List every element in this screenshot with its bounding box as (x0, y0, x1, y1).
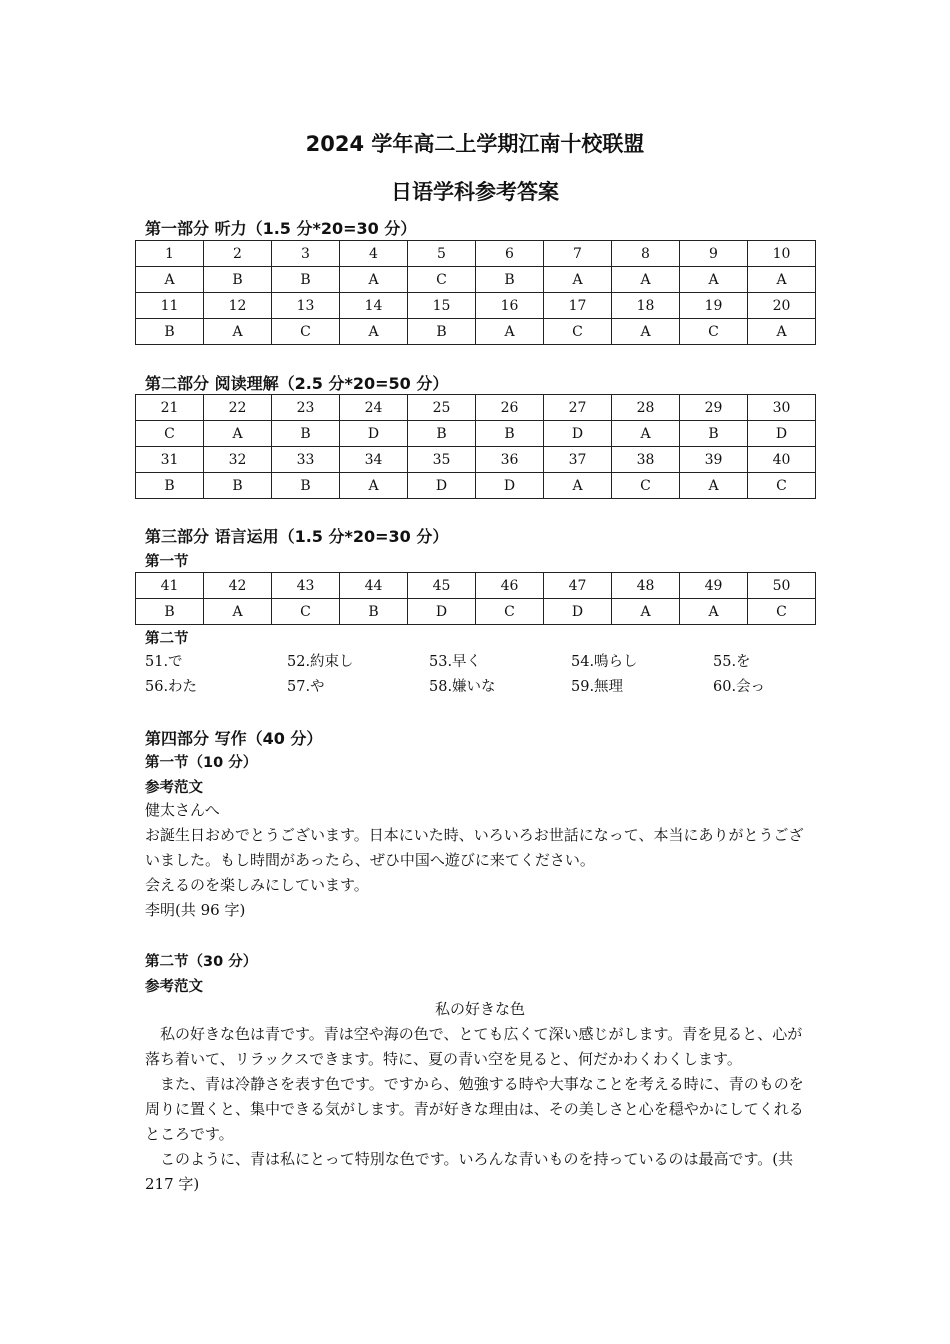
part1-heading: 第一部分 听力（1.5 分*20=30 分） (145, 219, 417, 238)
answer-cell: A (612, 599, 680, 625)
answer-cell: A (476, 319, 544, 345)
answer-cell: A (544, 473, 612, 499)
letter-closing: 会えるのを楽しみにしています。 (145, 876, 369, 894)
answer-cell: A (612, 421, 680, 447)
question-number-cell: 16 (476, 293, 544, 319)
question-number-cell: 2 (204, 241, 272, 267)
question-number-cell: 5 (408, 241, 476, 267)
question-number-row (136, 241, 816, 267)
question-number-cell: 39 (680, 447, 748, 473)
question-number-cell: 24 (340, 395, 408, 421)
answer-cell: C (476, 599, 544, 625)
part3-section2-label: 第二节 (145, 631, 189, 647)
answer-cell: A (340, 267, 408, 293)
question-number-row (136, 395, 816, 421)
essay-title: 私の好きな色 (434, 1000, 525, 1018)
answer-cell: C (272, 599, 340, 625)
part4-section2-ref-label: 参考范文 (145, 979, 203, 995)
question-number-cell: 50 (748, 573, 816, 599)
question-number-cell: 43 (272, 573, 340, 599)
question-number-cell: 10 (748, 241, 816, 267)
answer-cell: D (476, 473, 544, 499)
question-number-cell: 15 (408, 293, 476, 319)
question-number-cell: 28 (612, 395, 680, 421)
fill-answer: 55.を (713, 654, 751, 670)
question-number-cell: 47 (544, 573, 612, 599)
answer-row (136, 421, 816, 447)
question-number-cell: 27 (544, 395, 612, 421)
answer-cell: A (612, 267, 680, 293)
answer-cell: A (204, 599, 272, 625)
fill-answer: 53.早く (429, 654, 482, 670)
sample-essay (145, 997, 815, 1197)
answer-cell: B (136, 599, 204, 625)
answer-cell: A (204, 319, 272, 345)
answer-cell: B (272, 421, 340, 447)
answer-cell: A (680, 267, 748, 293)
answer-row (136, 599, 816, 625)
answer-row (136, 473, 816, 499)
answer-cell: C (748, 599, 816, 625)
fill-row (145, 650, 855, 675)
answer-cell: C (748, 473, 816, 499)
answer-cell: D (408, 473, 476, 499)
question-number-cell: 36 (476, 447, 544, 473)
question-number-cell: 42 (204, 573, 272, 599)
fill-answer: 56.わた (145, 679, 198, 695)
question-number-cell: 8 (612, 241, 680, 267)
answer-cell: B (136, 473, 204, 499)
answer-cell: B (272, 473, 340, 499)
question-number-cell: 37 (544, 447, 612, 473)
answer-cell: B (204, 267, 272, 293)
answer-cell: C (136, 421, 204, 447)
answer-cell: C (408, 267, 476, 293)
answer-cell: B (476, 421, 544, 447)
part4-section1-ref-label: 参考范文 (145, 780, 203, 796)
question-number-cell: 1 (136, 241, 204, 267)
answer-cell: B (408, 319, 476, 345)
answer-cell: B (136, 319, 204, 345)
answer-cell: B (272, 267, 340, 293)
answer-cell: A (136, 267, 204, 293)
letter-signature: 李明(共 96 字) (145, 901, 246, 919)
question-number-cell: 17 (544, 293, 612, 319)
question-number-row (136, 447, 816, 473)
question-number-cell: 41 (136, 573, 204, 599)
fill-answer: 57.や (287, 679, 325, 695)
answer-cell: A (612, 319, 680, 345)
fill-row (145, 675, 855, 700)
part4-heading: 第四部分 写作（40 分） (145, 729, 323, 748)
fill-answer: 52.約束し (287, 654, 354, 670)
essay-paragraph: また、青は冷静さを表す色です。ですから、勉強する時や大事なことを考える時に、青のものを周りに置くと、集中できる気がします。青が好きな理由は、その美しさと心を穏やかにしてくれるところです。 (145, 1075, 804, 1143)
question-number-cell: 3 (272, 241, 340, 267)
answer-cell: A (748, 267, 816, 293)
question-number-cell: 29 (680, 395, 748, 421)
answer-cell: A (204, 421, 272, 447)
answer-row (136, 267, 816, 293)
question-number-cell: 33 (272, 447, 340, 473)
answer-cell: D (544, 599, 612, 625)
part2-answer-table (135, 394, 816, 499)
question-number-cell: 14 (340, 293, 408, 319)
question-number-cell: 23 (272, 395, 340, 421)
essay-paragraph: 私の好きな色は青です。青は空や海の色で、とても広くて深い感じがします。青を見ると、心が落ち着いて、リラックスできます。特に、夏の青い空を見ると、何だかわくわくします。 (145, 1025, 803, 1068)
part3-section1-label: 第一节 (145, 554, 189, 570)
sample-letter (145, 798, 815, 923)
letter-body: お誕生日おめでとうございます。日本にいた時、いろいろお世話になって、本当にありがとうございました。もし時間があったら、ぜひ中国へ遊びに来てください。 (145, 826, 804, 869)
answer-cell: B (204, 473, 272, 499)
question-number-row (136, 573, 816, 599)
answer-cell: B (680, 421, 748, 447)
question-number-cell: 48 (612, 573, 680, 599)
question-number-cell: 32 (204, 447, 272, 473)
question-number-cell: 35 (408, 447, 476, 473)
question-number-cell: 21 (136, 395, 204, 421)
question-number-cell: 26 (476, 395, 544, 421)
part2-heading: 第二部分 阅读理解（2.5 分*20=50 分） (145, 374, 449, 393)
answer-cell: D (748, 421, 816, 447)
answer-cell: C (272, 319, 340, 345)
fill-in-answers (145, 650, 855, 700)
letter-greeting: 健太さんへ (145, 801, 220, 819)
question-number-cell: 7 (544, 241, 612, 267)
question-number-cell: 19 (680, 293, 748, 319)
answer-cell: B (340, 599, 408, 625)
answer-cell: C (612, 473, 680, 499)
fill-answer: 59.無理 (571, 679, 624, 695)
question-number-cell: 9 (680, 241, 748, 267)
answer-cell: D (544, 421, 612, 447)
question-number-cell: 13 (272, 293, 340, 319)
answer-cell: B (408, 421, 476, 447)
fill-answer: 54.鳴らし (571, 654, 638, 670)
part1-answer-table (135, 240, 816, 345)
fill-answer: 60.会っ (713, 679, 766, 695)
answer-cell: A (680, 599, 748, 625)
part3-heading: 第三部分 语言运用（1.5 分*20=30 分） (145, 527, 449, 546)
question-number-cell: 34 (340, 447, 408, 473)
question-number-cell: 20 (748, 293, 816, 319)
question-number-row (136, 293, 816, 319)
answer-cell: A (340, 473, 408, 499)
question-number-cell: 18 (612, 293, 680, 319)
essay-paragraph: このように、青は私にとって特別な色です。いろんな青いものを持っているのは最高です。(共 217 字) (145, 1150, 794, 1193)
question-number-cell: 31 (136, 447, 204, 473)
question-number-cell: 6 (476, 241, 544, 267)
answer-cell: A (748, 319, 816, 345)
question-number-cell: 22 (204, 395, 272, 421)
question-number-cell: 12 (204, 293, 272, 319)
fill-answer: 58.嫌いな (429, 679, 496, 695)
question-number-cell: 38 (612, 447, 680, 473)
part4-section1-label: 第一节（10 分） (145, 755, 258, 771)
document-title: 2024 学年高二上学期江南十校联盟 (305, 132, 645, 156)
part4-section2-label: 第二节（30 分） (145, 954, 258, 970)
answer-cell: A (680, 473, 748, 499)
fill-answer: 51.で (145, 654, 183, 670)
answer-cell: D (340, 421, 408, 447)
question-number-cell: 11 (136, 293, 204, 319)
answer-cell: A (544, 267, 612, 293)
answer-cell: D (408, 599, 476, 625)
answer-cell: C (680, 319, 748, 345)
answer-cell: C (544, 319, 612, 345)
question-number-cell: 49 (680, 573, 748, 599)
question-number-cell: 46 (476, 573, 544, 599)
answer-cell: B (476, 267, 544, 293)
question-number-cell: 30 (748, 395, 816, 421)
answer-cell: A (340, 319, 408, 345)
part3-answer-table (135, 572, 816, 625)
question-number-cell: 44 (340, 573, 408, 599)
question-number-cell: 4 (340, 241, 408, 267)
answer-row (136, 319, 816, 345)
question-number-cell: 40 (748, 447, 816, 473)
document-subtitle: 日语学科参考答案 (391, 180, 559, 204)
question-number-cell: 25 (408, 395, 476, 421)
question-number-cell: 45 (408, 573, 476, 599)
